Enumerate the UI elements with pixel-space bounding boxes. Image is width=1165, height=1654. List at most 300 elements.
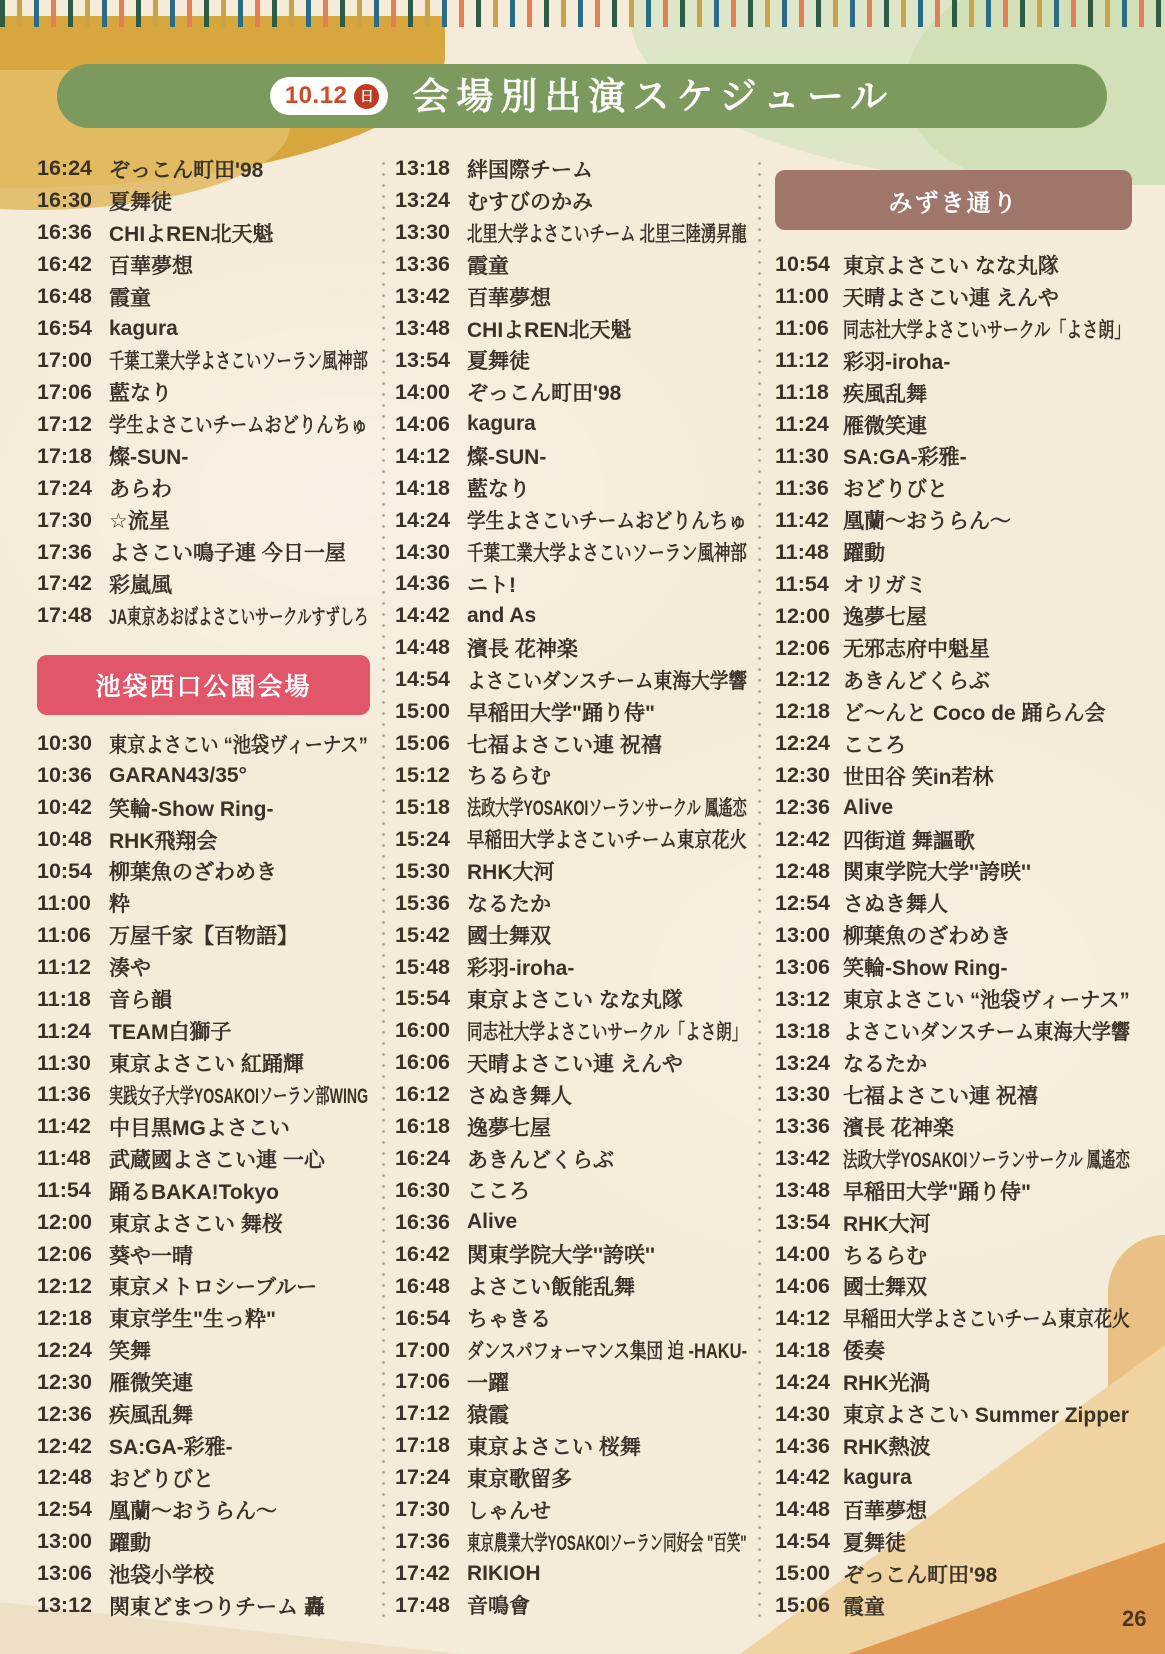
time-label: 10:54 bbox=[775, 252, 830, 277]
team-name: 七福よさこい連 祝禧 bbox=[467, 733, 662, 757]
team-name: ど～んと Coco de 踊らん会 bbox=[843, 701, 1106, 725]
time-label: 13:06 bbox=[775, 954, 830, 979]
schedule-row bbox=[37, 504, 370, 536]
team-name: TEAM白獅子 bbox=[109, 1021, 232, 1045]
schedule-row bbox=[775, 1239, 1132, 1271]
team-name: 燦-SUN- bbox=[109, 446, 189, 470]
time-label: 12:36 bbox=[775, 795, 830, 820]
time-label: 11:12 bbox=[37, 954, 91, 979]
schedule-row bbox=[37, 1207, 370, 1239]
schedule-row bbox=[395, 1366, 747, 1398]
team-name: RHK飛翔会 bbox=[109, 829, 218, 853]
time-label: 17:12 bbox=[37, 411, 92, 436]
time-label: 12:24 bbox=[37, 1337, 92, 1362]
time-label: 16:36 bbox=[395, 1209, 450, 1234]
time-label: 17:00 bbox=[37, 347, 92, 372]
schedule-row bbox=[37, 1239, 370, 1271]
schedule-row bbox=[775, 1494, 1132, 1526]
team-name: オリガミ bbox=[843, 574, 927, 598]
team-name: 國士舞双 bbox=[467, 925, 551, 949]
venue-header-mizuki: みずき通り bbox=[775, 170, 1132, 230]
schedule-row bbox=[395, 887, 747, 919]
time-label: 17:30 bbox=[37, 507, 92, 532]
schedule-row bbox=[395, 217, 747, 249]
team-name: 東京よさこい 桜舞 bbox=[467, 1435, 641, 1459]
time-label: 13:18 bbox=[395, 156, 450, 181]
time-label: 11:48 bbox=[37, 1146, 91, 1171]
team-name: 関東学院大学''誇咲'' bbox=[467, 1244, 655, 1268]
team-name: なるたか bbox=[467, 893, 551, 917]
schedule-row bbox=[395, 1079, 747, 1111]
time-label: 12:00 bbox=[37, 1210, 92, 1235]
schedule-row bbox=[37, 217, 370, 249]
team-name: RHK大河 bbox=[467, 861, 555, 885]
schedule-row bbox=[37, 1015, 370, 1047]
time-label: 13:48 bbox=[775, 1178, 830, 1203]
team-name: 武蔵國よさこい連 一心 bbox=[109, 1148, 325, 1172]
schedule-row bbox=[37, 824, 370, 856]
team-name: 百華夢想 bbox=[843, 1499, 927, 1523]
schedule-row bbox=[775, 1143, 1132, 1175]
schedule-row bbox=[37, 345, 370, 377]
team-name: よさこい鳴子連 今日一屋 bbox=[109, 542, 346, 566]
schedule-row bbox=[395, 345, 747, 377]
time-label: 13:18 bbox=[775, 1018, 830, 1043]
time-label: 12:30 bbox=[775, 763, 830, 788]
team-name: 夏舞徒 bbox=[843, 1531, 906, 1555]
schedule-row bbox=[37, 983, 370, 1015]
schedule-row bbox=[395, 504, 747, 536]
time-label: 16:30 bbox=[395, 1177, 450, 1202]
schedule-row bbox=[775, 728, 1132, 760]
schedule-column-1 bbox=[37, 153, 370, 1622]
schedule-row bbox=[395, 728, 747, 760]
time-label: 12:42 bbox=[775, 827, 830, 852]
time-label: 14:54 bbox=[775, 1529, 830, 1554]
schedule-row bbox=[395, 1015, 747, 1047]
top-dash-border bbox=[0, 0, 1165, 27]
time-label: 12:36 bbox=[37, 1401, 92, 1426]
schedule-row bbox=[395, 1589, 747, 1621]
time-label: 14:30 bbox=[395, 539, 450, 564]
schedule-row bbox=[775, 1079, 1132, 1111]
time-label: 16:24 bbox=[395, 1146, 450, 1171]
team-name: ぞっこん町田'98 bbox=[467, 382, 622, 406]
schedule-row bbox=[37, 153, 370, 185]
team-name: あきんどくらぶ bbox=[467, 1148, 614, 1172]
team-name: 東京よさこい なな丸隊 bbox=[843, 254, 1059, 278]
time-label: 15:18 bbox=[395, 794, 450, 819]
time-label: 15:42 bbox=[395, 922, 450, 947]
schedule-row bbox=[37, 1494, 370, 1526]
team-name: 夏舞徒 bbox=[467, 350, 530, 374]
time-label: 14:42 bbox=[395, 603, 450, 628]
time-label: 17:12 bbox=[395, 1401, 450, 1426]
team-name: 百華夢想 bbox=[109, 254, 193, 278]
schedule-row bbox=[37, 1398, 370, 1430]
team-name: さぬき舞人 bbox=[843, 893, 948, 917]
header-banner bbox=[57, 64, 1107, 128]
schedule-row bbox=[775, 824, 1132, 856]
time-label: 13:24 bbox=[395, 188, 450, 213]
schedule-row bbox=[395, 536, 747, 568]
schedule-row bbox=[395, 791, 747, 823]
team-name: 関東学院大学''誇咲'' bbox=[843, 861, 1031, 885]
schedule-row bbox=[775, 504, 1132, 536]
team-name: よさこいダンスチーム東海大学響 bbox=[843, 1021, 1131, 1045]
schedule-row bbox=[775, 792, 1132, 824]
schedule-row bbox=[395, 408, 747, 440]
team-name: 同志社大学よさこいサークル「よさ朗」 bbox=[843, 318, 1131, 342]
team-name: 无邪志府中魁星 bbox=[843, 638, 990, 662]
time-label: 11:06 bbox=[775, 316, 829, 341]
schedule-row bbox=[775, 249, 1132, 281]
column-divider-left bbox=[382, 162, 385, 1617]
time-label: 17:42 bbox=[395, 1561, 450, 1586]
time-label: 11:48 bbox=[775, 539, 829, 564]
time-label: 12:06 bbox=[775, 635, 830, 660]
time-label: 17:48 bbox=[395, 1592, 450, 1617]
schedule-row bbox=[37, 919, 370, 951]
time-label: 13:36 bbox=[395, 252, 450, 277]
schedule-row bbox=[775, 983, 1132, 1015]
time-label: 11:30 bbox=[37, 1050, 91, 1075]
team-name: 踊るBAKA!Tokyo bbox=[109, 1180, 279, 1204]
time-label: 17:24 bbox=[395, 1465, 450, 1490]
team-name: 東京よさこい “池袋ヴィーナス” bbox=[843, 989, 1130, 1013]
time-label: 11:36 bbox=[775, 475, 829, 500]
schedule-row bbox=[37, 1175, 370, 1207]
schedule-row bbox=[775, 664, 1132, 696]
schedule-row bbox=[395, 313, 747, 345]
time-label: 12:30 bbox=[37, 1369, 92, 1394]
team-name: 学生よさこいチームおどりんちゅ bbox=[109, 414, 368, 438]
team-name: 早稲田大学よさこいチーム東京花火 bbox=[467, 829, 747, 853]
time-label: 17:42 bbox=[37, 571, 92, 596]
schedule-row bbox=[395, 1302, 747, 1334]
time-label: 16:54 bbox=[395, 1305, 450, 1330]
team-name: 一躍 bbox=[467, 1371, 509, 1395]
team-name: 倭奏 bbox=[843, 1340, 885, 1364]
team-name: 東京よさこい Summer Zipper bbox=[843, 1404, 1129, 1428]
time-label: 11:24 bbox=[775, 412, 829, 437]
schedule-row bbox=[775, 1015, 1132, 1047]
team-name: 躍動 bbox=[109, 1531, 151, 1555]
time-label: 11:36 bbox=[37, 1082, 91, 1107]
time-label: 11:24 bbox=[37, 1018, 91, 1043]
time-label: 16:24 bbox=[37, 156, 92, 181]
schedule-row bbox=[775, 1430, 1132, 1462]
schedule-column-3 bbox=[775, 170, 1132, 1622]
schedule-row bbox=[775, 856, 1132, 888]
time-label: 11:30 bbox=[775, 443, 829, 468]
schedule-row bbox=[775, 1271, 1132, 1303]
team-name: ダンスパフォーマンス集団 迫 -HAKU- bbox=[467, 1340, 748, 1364]
team-name: ちるらむ bbox=[843, 1244, 927, 1268]
team-name: RHK光渦 bbox=[843, 1372, 931, 1396]
team-name: 彩羽-iroha- bbox=[467, 957, 575, 980]
time-label: 11:12 bbox=[775, 348, 829, 373]
schedule-row bbox=[37, 1334, 370, 1366]
time-label: 14:24 bbox=[395, 507, 450, 532]
schedule-row bbox=[775, 1526, 1132, 1558]
team-name: 笑舞 bbox=[109, 1340, 151, 1364]
team-name: むすびのかみ bbox=[467, 190, 593, 214]
team-name: なるたか bbox=[843, 1053, 927, 1076]
schedule-row bbox=[395, 440, 747, 472]
team-name: ぞっこん町田'98 bbox=[843, 1563, 998, 1587]
schedule-row bbox=[775, 536, 1132, 568]
team-name: 猿霞 bbox=[467, 1403, 509, 1427]
team-name: 百華夢想 bbox=[467, 286, 551, 310]
time-label: 13:00 bbox=[37, 1529, 92, 1554]
schedule-row bbox=[775, 919, 1132, 951]
team-name: 万屋千家【百物語】 bbox=[109, 925, 298, 949]
team-name: 七福よさこい連 祝禧 bbox=[843, 1084, 1038, 1108]
team-name: 絆国際チーム bbox=[467, 158, 593, 182]
time-label: 13:30 bbox=[395, 220, 450, 245]
schedule-row bbox=[775, 632, 1132, 664]
team-name: 東京歌留多 bbox=[467, 1467, 572, 1491]
time-label: 15:06 bbox=[395, 731, 450, 756]
team-name: 天晴よさこい連 えんや bbox=[467, 1052, 683, 1076]
team-name: よさこいダンスチーム東海大学響 bbox=[467, 669, 748, 693]
time-label: 14:36 bbox=[775, 1433, 830, 1458]
team-name: 粋 bbox=[109, 893, 130, 917]
schedule-row bbox=[37, 472, 370, 504]
time-label: 16:48 bbox=[395, 1273, 450, 1298]
time-label: 13:00 bbox=[775, 922, 830, 947]
time-label: 12:06 bbox=[37, 1242, 92, 1267]
schedule-row bbox=[395, 281, 747, 313]
schedule-row bbox=[37, 1302, 370, 1334]
time-label: 11:42 bbox=[37, 1114, 91, 1139]
schedule-row bbox=[395, 1111, 747, 1143]
time-label: 16:00 bbox=[395, 1018, 450, 1043]
team-name: 霞童 bbox=[843, 1595, 885, 1619]
schedule-row bbox=[395, 1238, 747, 1270]
schedule-row bbox=[395, 919, 747, 951]
time-label: 10:54 bbox=[37, 858, 92, 883]
schedule-row bbox=[37, 1558, 370, 1590]
team-name: おどりびと bbox=[109, 1467, 214, 1491]
team-name: 凰蘭～おうらん～ bbox=[109, 1499, 277, 1523]
team-name: 彩羽-iroha- bbox=[843, 350, 951, 374]
schedule-row bbox=[775, 281, 1132, 313]
time-label: 15:06 bbox=[775, 1593, 830, 1618]
team-name: 千葉工業大学よさこいソーラン風神部 bbox=[109, 350, 368, 374]
time-label: 15:48 bbox=[395, 954, 450, 979]
team-name: and As bbox=[467, 603, 537, 627]
team-name: 國士舞双 bbox=[843, 1276, 927, 1300]
schedule-row bbox=[775, 1207, 1132, 1239]
team-name: 躍動 bbox=[843, 542, 885, 566]
schedule-column-2 bbox=[395, 153, 747, 1621]
team-name: 東京よさこい 舞桜 bbox=[109, 1212, 283, 1236]
team-name: 東京よさこい “池袋ヴィーナス” bbox=[109, 733, 368, 757]
team-name: 法政大学YOSAKOIソーランサークル 鳳遙恋 bbox=[843, 1148, 1130, 1172]
time-label: 12:48 bbox=[775, 858, 830, 883]
time-label: 16:54 bbox=[37, 316, 92, 341]
team-name: 実践女子大学YOSAKOIソーラン部WING bbox=[109, 1084, 369, 1108]
time-label: 17:48 bbox=[37, 603, 92, 628]
day-of-week-badge: 日 bbox=[354, 84, 379, 109]
time-label: 14:18 bbox=[395, 475, 450, 500]
team-name: 湊や bbox=[109, 957, 151, 981]
time-label: 14:30 bbox=[775, 1401, 830, 1426]
team-name: 雁微笑連 bbox=[109, 1372, 193, 1396]
team-name: こころ bbox=[843, 733, 906, 757]
time-label: 11:18 bbox=[775, 380, 829, 405]
schedule-row bbox=[395, 632, 747, 664]
venue-header-ikebukuro: 池袋西口公園会場 bbox=[37, 655, 370, 715]
schedule-row bbox=[395, 1206, 747, 1238]
schedule-row bbox=[775, 951, 1132, 983]
schedule-row bbox=[775, 409, 1132, 441]
team-name: あきんどくらぶ bbox=[843, 669, 990, 693]
team-name: kagura bbox=[843, 1465, 912, 1489]
team-name: SA:GA-彩雅- bbox=[109, 1436, 233, 1460]
time-label: 16:30 bbox=[37, 188, 92, 213]
schedule-row bbox=[775, 1462, 1132, 1494]
team-name: CHIよREN北天魁 bbox=[109, 222, 274, 246]
date-text: 10.12 bbox=[284, 82, 348, 109]
team-name: 音鳴會 bbox=[467, 1595, 530, 1619]
schedule-row bbox=[37, 185, 370, 217]
time-label: 11:54 bbox=[775, 571, 829, 596]
schedule-row bbox=[37, 536, 370, 568]
date-badge bbox=[270, 77, 389, 115]
team-name: しゃんせ bbox=[467, 1499, 551, 1523]
team-name: 北里大学よさこいチーム 北里三陸湧昇龍 bbox=[467, 222, 747, 246]
team-name: 同志社大学よさこいサークル「よさ朗」 bbox=[467, 1020, 748, 1044]
team-name: ちるらむ bbox=[467, 765, 551, 789]
page-number: 26 bbox=[1122, 1606, 1147, 1631]
time-label: 14:12 bbox=[775, 1305, 830, 1330]
schedule-row bbox=[395, 696, 747, 728]
team-name: 四街道 舞謳歌 bbox=[843, 829, 975, 853]
time-label: 13:48 bbox=[395, 316, 450, 341]
schedule-row bbox=[395, 664, 747, 696]
team-name: 疾風乱舞 bbox=[843, 382, 927, 406]
team-name: こころ bbox=[467, 1180, 530, 1204]
time-label: 14:24 bbox=[775, 1369, 830, 1394]
time-label: 10:48 bbox=[37, 827, 92, 852]
schedule-row bbox=[395, 1334, 747, 1366]
schedule-row bbox=[37, 728, 370, 760]
schedule-row bbox=[37, 1462, 370, 1494]
team-name: 凰蘭～おうらん～ bbox=[843, 510, 1011, 534]
schedule-row bbox=[37, 887, 370, 919]
time-label: 14:06 bbox=[775, 1273, 830, 1298]
team-name: Alive bbox=[843, 795, 894, 819]
team-name: GARAN43/35° bbox=[109, 763, 247, 787]
time-label: 17:00 bbox=[395, 1337, 450, 1362]
schedule-row bbox=[37, 1366, 370, 1398]
schedule-row bbox=[37, 760, 370, 792]
schedule-row bbox=[37, 249, 370, 281]
time-label: 14:48 bbox=[775, 1497, 830, 1522]
time-label: 14:00 bbox=[775, 1242, 830, 1267]
time-label: 11:06 bbox=[37, 922, 91, 947]
time-label: 12:42 bbox=[37, 1433, 92, 1458]
time-label: 10:42 bbox=[37, 795, 92, 820]
time-label: 11:00 bbox=[775, 284, 829, 309]
time-label: 12:12 bbox=[37, 1273, 92, 1298]
time-label: 17:24 bbox=[37, 475, 92, 500]
team-name: 逸夢七屋 bbox=[467, 1116, 551, 1140]
schedule-row bbox=[37, 951, 370, 983]
schedule-row bbox=[775, 887, 1132, 919]
team-name: ☆流星 bbox=[109, 510, 170, 534]
time-label: 10:30 bbox=[37, 731, 92, 756]
schedule-row bbox=[395, 1398, 747, 1430]
time-label: 13:54 bbox=[775, 1210, 830, 1235]
team-name: 東京よさこい なな丸隊 bbox=[467, 988, 683, 1012]
team-name: 東京よさこい 紅踊輝 bbox=[109, 1053, 304, 1076]
time-label: 11:54 bbox=[37, 1178, 91, 1203]
team-name: 関東どまつりチーム 轟 bbox=[109, 1595, 325, 1619]
time-label: 15:00 bbox=[395, 699, 450, 724]
schedule-row bbox=[37, 856, 370, 888]
schedule-row bbox=[775, 472, 1132, 504]
time-label: 14:48 bbox=[395, 635, 450, 660]
schedule-row bbox=[37, 1079, 370, 1111]
time-label: 13:42 bbox=[395, 284, 450, 309]
schedule-row bbox=[395, 983, 747, 1015]
time-label: 16:48 bbox=[37, 284, 92, 309]
team-name: 雁微笑連 bbox=[843, 414, 927, 438]
schedule-row bbox=[775, 313, 1132, 345]
schedule-row bbox=[37, 568, 370, 600]
team-name: 夏舞徒 bbox=[109, 190, 172, 214]
schedule-row bbox=[395, 1175, 747, 1207]
schedule-row bbox=[37, 313, 370, 345]
team-name: 天晴よさこい連 えんや bbox=[843, 286, 1059, 310]
time-label: 14:06 bbox=[395, 411, 450, 436]
schedule-row bbox=[395, 1494, 747, 1526]
team-name: 法政大学YOSAKOIソーランサークル 鳳遙恋 bbox=[467, 797, 747, 821]
schedule-row bbox=[37, 1590, 370, 1622]
schedule-row bbox=[395, 1526, 747, 1558]
time-label: 12:54 bbox=[775, 890, 830, 915]
schedule-row bbox=[395, 249, 747, 281]
time-label: 12:48 bbox=[37, 1465, 92, 1490]
time-label: 14:00 bbox=[395, 379, 450, 404]
time-label: 17:36 bbox=[395, 1529, 450, 1554]
time-label: 15:12 bbox=[395, 762, 450, 787]
schedule-row bbox=[775, 377, 1132, 409]
time-label: 14:12 bbox=[395, 443, 450, 468]
time-label: 16:42 bbox=[395, 1241, 450, 1266]
schedule-row bbox=[395, 951, 747, 983]
time-label: 13:12 bbox=[37, 1593, 92, 1618]
schedule-row bbox=[395, 568, 747, 600]
schedule-row bbox=[775, 1175, 1132, 1207]
time-label: 13:12 bbox=[775, 986, 830, 1011]
time-label: 12:00 bbox=[775, 603, 830, 628]
schedule-row bbox=[395, 1143, 747, 1175]
time-label: 13:30 bbox=[775, 1082, 830, 1107]
time-label: 14:36 bbox=[395, 571, 450, 596]
schedule-row bbox=[395, 1462, 747, 1494]
schedule-row bbox=[395, 1270, 747, 1302]
team-name: 濱長 花神楽 bbox=[467, 637, 578, 661]
team-name: おどりびと bbox=[843, 478, 948, 502]
time-label: 10:36 bbox=[37, 763, 92, 788]
schedule-row bbox=[395, 1558, 747, 1590]
schedule-row bbox=[775, 441, 1132, 473]
